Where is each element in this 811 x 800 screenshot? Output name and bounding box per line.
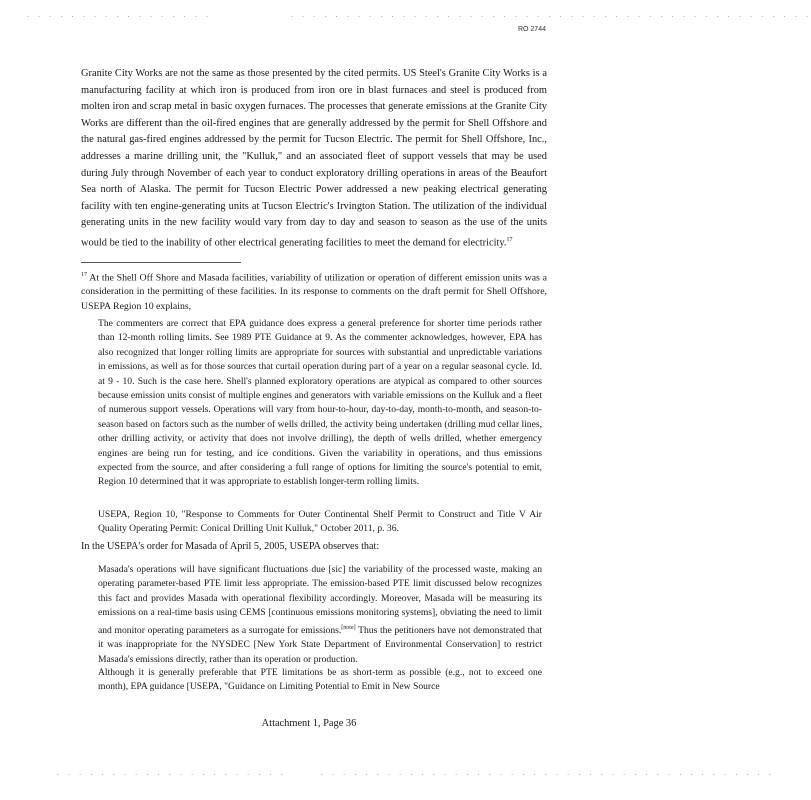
main-paragraph — [81, 66, 547, 252]
masada-intro: In the USEPA's order for Masada of April 5, 2005, USEPA observes that: — [81, 541, 380, 552]
page-footer: Attachment 1, Page 36 — [261, 718, 357, 729]
scan-artifact-bottom-left: . . . . . . . . . . . . . . . . . . . . . — [56, 770, 286, 777]
masada-quote-tail: Thus the petitioners have not demonstrated that it was inappropriate for the NYSDEC [New York State Department of Environmental Conservation] to restrict Masada's emissions directly, rather than its operation or production. — [98, 624, 542, 665]
footnote-intro-text: At the Shell Off Shore and Masada facilities, variability of utilization or operation of different emission units was a consideration in the permitting of these facilities. In its response to comments on the draft permit for Shell Offshore, USEPA Region 10 explains, — [81, 272, 547, 312]
scan-artifact-top-right: . . . . . . . . . . . . . . . . . . . . . . . . . . . . . . . . . . . . . . . . . . . . . . . — [290, 12, 811, 19]
block-quote-guidance: Although it is generally preferable that PTE limitations be as short-term as possible (e.g., not to exceed one month), EPA guidance [USEPA, "Guidance on Limiting Potential to Emit in New Source — [98, 667, 542, 693]
footnote-reference: 17 — [506, 236, 513, 243]
document-id: RO 2744 — [517, 26, 546, 33]
footnote-separator — [81, 262, 241, 263]
footnote-intro — [81, 268, 547, 314]
scan-artifact-bottom-right: . . . . . . . . . . . . . . . . . . . . . . . . . . . . . . . . . . . . . . . . . — [320, 770, 774, 777]
scan-artifact-top-left: . . . . . . . . . . . . . . . . . — [26, 12, 211, 19]
block-quote-masada — [98, 563, 542, 667]
footnote-marker: 17 — [81, 272, 87, 278]
main-paragraph-text: Granite City Works are not the same as those presented by the cited permits. US Steel's Granite City Works is a manufacturing facility at which iron is produced from iron ore in blast furnaces and steel is produced from molten iron and scrap metal in basic oxygen furnaces. The processes that generate emissions at the Granite City Works are different than the oil-fired engines that are generally addressed by the permit for Shell Offshore and the natural gas-fired engines addressed by the permit for Tucson Electric. The permit for Shell Offshore, Inc., addresses a marine drilling unit, the "Kulluk," and an associated fleet of support vessels that may be used during July through November of each year to conduct exploratory drilling operations in areas of the Beaufort Sea north of Alaska. The permit for Tucson Electric Power addressed a new peaking electrical generating facility with ten engine-generating units at Tucson Electric's Irvington Station. The utilization of the individual generating units in the new facility would vary from day to day and season to season as the use of the units would be tied to the inability of other electrical generating facilities to meet the demand for electricity. — [81, 68, 547, 249]
masada-quote-text: Masada's operations will have significant fluctuations due [sic] the variability of the processed waste, making an operating parameter-based PTE limit less appropriate. The emission-based PTE limit discussed below recognizes this fact and provides Masada with operational flexibility accordingly. Moreover, Masada will be measuring its emissions on a real-time basis using CEMS [continuous emissions monitoring systems], obviating the need to limit and monitor operating parameters as a surrogate for emissions. — [98, 564, 542, 636]
block-quote-shell: The commenters are correct that EPA guidance does express a general preference for shorter time periods rather than 12-month rolling limits. See 1989 PTE Guidance at 9. As the commenter acknowledges, however, EPA has also recognized that longer rolling limits are appropriate for sources with substantial and unpredictable variations in emissions, as well as for those sources that curtail operation during part of a year on a regular seasonal cycle. Id. at 9 - 10. Such is the case here. Shell's planned exploratory operations are atypical as compared to other sources because emission units consist of multiple engines and generators with variable emissions on the Kulluk and a fleet of numerous support vessels. Operations will vary from hour-to-hour, day-to-day, month-to-month, and season-to-season based on factors such as the number of wells drilled, the activity being undertaken (drilling mud cellar lines, other drilling activity, or activity that does not involve drilling), the depth of wells drilled, whether emergency engines are being run for testing, and ice conditions. Given the variability in operations, and thus emissions expected from the source, and after considering a full range of options for limiting the source's potential to emit, Region 10 determined that it was appropriate to establish longer-term rolling limits. — [98, 318, 542, 488]
citation-shell: USEPA, Region 10, "Response to Comments for Outer Continental Shelf Permit to Construct and Title V Air Quality Operating Permit: Conical Drilling Unit Kulluk," October 2011, p. 36. — [98, 509, 542, 535]
masada-quote-ref: [note] — [341, 624, 356, 631]
